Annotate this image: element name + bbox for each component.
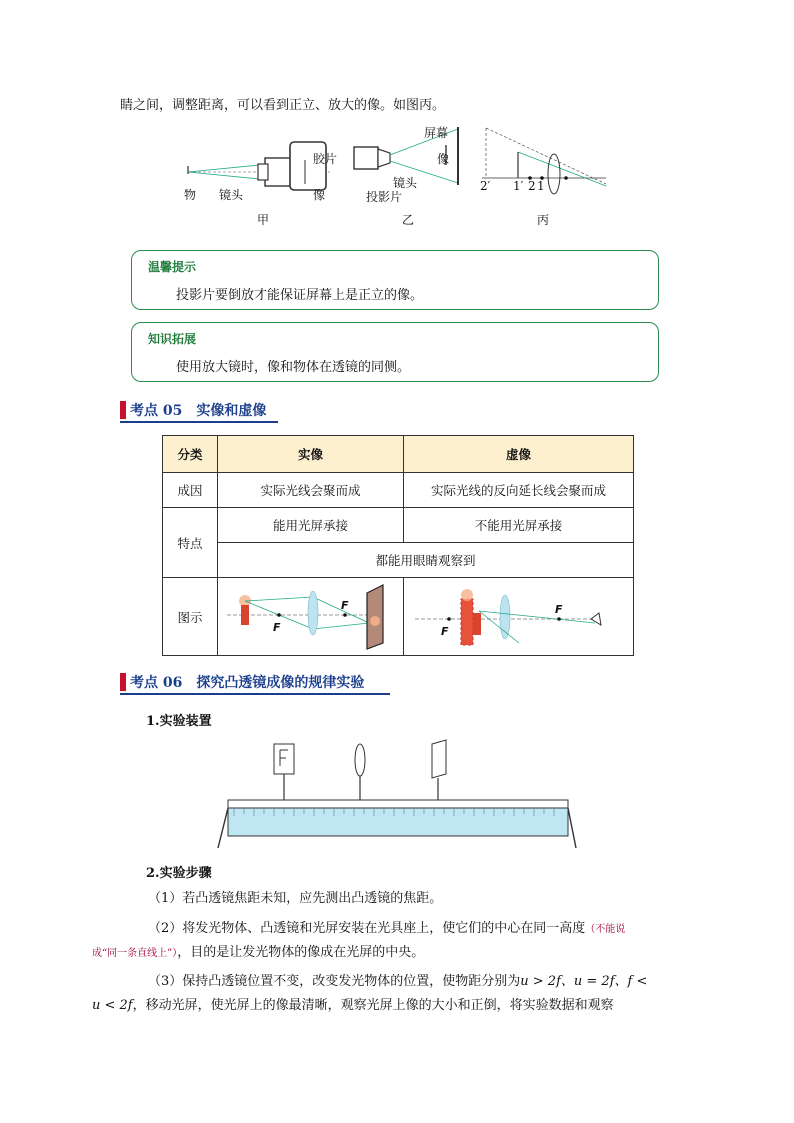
fig-yi-label-screen: 屏幕 bbox=[424, 126, 449, 140]
step-1: （1）若凸透镜焦距未知，应先测出凸透镜的焦距。 bbox=[148, 891, 443, 906]
step-2-text-cont: ，目的是让发光物体的像成在光屏的中央。 bbox=[177, 945, 425, 960]
tip-body: 投影片要倒放才能保证屏幕上是正立的像。 bbox=[176, 288, 424, 303]
focal-label: F bbox=[554, 603, 563, 616]
tip-body: 使用放大镜时，像和物体在透镜的同侧。 bbox=[176, 360, 411, 375]
fig-yi-caption: 乙 bbox=[402, 213, 415, 227]
optical-bench-diagram bbox=[214, 736, 584, 854]
subheading-apparatus: 1.实验装置 bbox=[146, 714, 212, 729]
fig-jia-label-image: 像 bbox=[313, 188, 326, 202]
virtual-image-diagram bbox=[409, 579, 629, 651]
step-3-text: （3）保持凸透镜位置不变，改变发光物体的位置，使物距分别为 bbox=[148, 974, 521, 989]
step-3-math-cont: u < 2f bbox=[92, 998, 133, 1013]
table-cell: 图示 bbox=[163, 578, 218, 656]
section-title: 考点 05 实像和虚像 bbox=[130, 403, 267, 419]
table-cell: 特点 bbox=[163, 508, 218, 578]
real-virtual-image-table bbox=[162, 435, 634, 656]
step-2-note-cont: 成“同一条直线上”） bbox=[92, 948, 178, 959]
step-3-math: u > 2f、u = 2f、f < bbox=[520, 974, 648, 989]
section-underline bbox=[120, 421, 278, 423]
table-cell: 能用光屏承接 bbox=[218, 508, 404, 543]
focal-label: F bbox=[440, 625, 449, 638]
real-image-diagram bbox=[221, 579, 401, 651]
table-cell: 成因 bbox=[163, 473, 218, 508]
intro-text: 睛之间，调整距离，可以看到正立、放大的像。如图丙。 bbox=[120, 98, 446, 113]
fig-jia-caption: 甲 bbox=[257, 213, 270, 227]
tip-box-warm bbox=[131, 250, 659, 310]
fig-jia-label-object: 物 bbox=[184, 188, 197, 202]
table-header: 虚像 bbox=[404, 436, 634, 473]
real-image-diagram-cell bbox=[218, 578, 404, 656]
step-3 bbox=[92, 970, 680, 1018]
virtual-image-diagram-cell bbox=[404, 578, 634, 656]
section-marker bbox=[120, 673, 126, 691]
focal-label: F bbox=[340, 599, 349, 612]
fig-bing-label-2prime: 2′ bbox=[480, 179, 491, 193]
table-cell: 实际光线会聚而成 bbox=[218, 473, 404, 508]
table-header: 分类 bbox=[163, 436, 218, 473]
section-underline bbox=[120, 693, 390, 695]
table-header: 实像 bbox=[218, 436, 404, 473]
fig-bing-caption: 丙 bbox=[537, 213, 550, 227]
fig-yi-label-image: 像 bbox=[437, 152, 450, 166]
fig-yi-label-lens: 镜头 bbox=[393, 176, 418, 190]
table-cell: 不能用光屏承接 bbox=[404, 508, 634, 543]
section-title: 考点 06 探究凸透镜成像的规律实验 bbox=[130, 675, 365, 691]
fig-yi-label-slide: 投影片 bbox=[366, 190, 403, 204]
tip-box-extension bbox=[131, 322, 659, 382]
tip-title: 知识拓展 bbox=[148, 332, 197, 346]
fig-bing-label-1: 1 bbox=[537, 179, 545, 193]
step-2 bbox=[92, 917, 680, 965]
subheading-steps: 2.实验步骤 bbox=[146, 866, 212, 881]
step-3-text-cont: ，移动光屏，使光屏上的像最清晰，观察光屏上像的大小和正倒，将实验数据和观察 bbox=[132, 998, 614, 1013]
table-cell: 实际光线的反向延长线会聚而成 bbox=[404, 473, 634, 508]
tip-title: 温馨提示 bbox=[148, 260, 197, 274]
section-marker bbox=[120, 401, 126, 419]
fig-bing-label-2: 2 bbox=[528, 179, 536, 193]
fig-bing-label-1prime: 1′ bbox=[513, 179, 524, 193]
focal-label: F bbox=[272, 621, 281, 634]
step-2-text: （2）将发光物体、凸透镜和光屏安装在光具座上，使它们的中心在同一高度 bbox=[148, 921, 586, 936]
fig-jia-label-film: 胶片 bbox=[313, 152, 338, 166]
table-cell: 都能用眼睛观察到 bbox=[218, 543, 634, 578]
fig-jia-label-lens: 镜头 bbox=[219, 188, 244, 202]
step-2-note: （不能说 bbox=[585, 924, 626, 935]
